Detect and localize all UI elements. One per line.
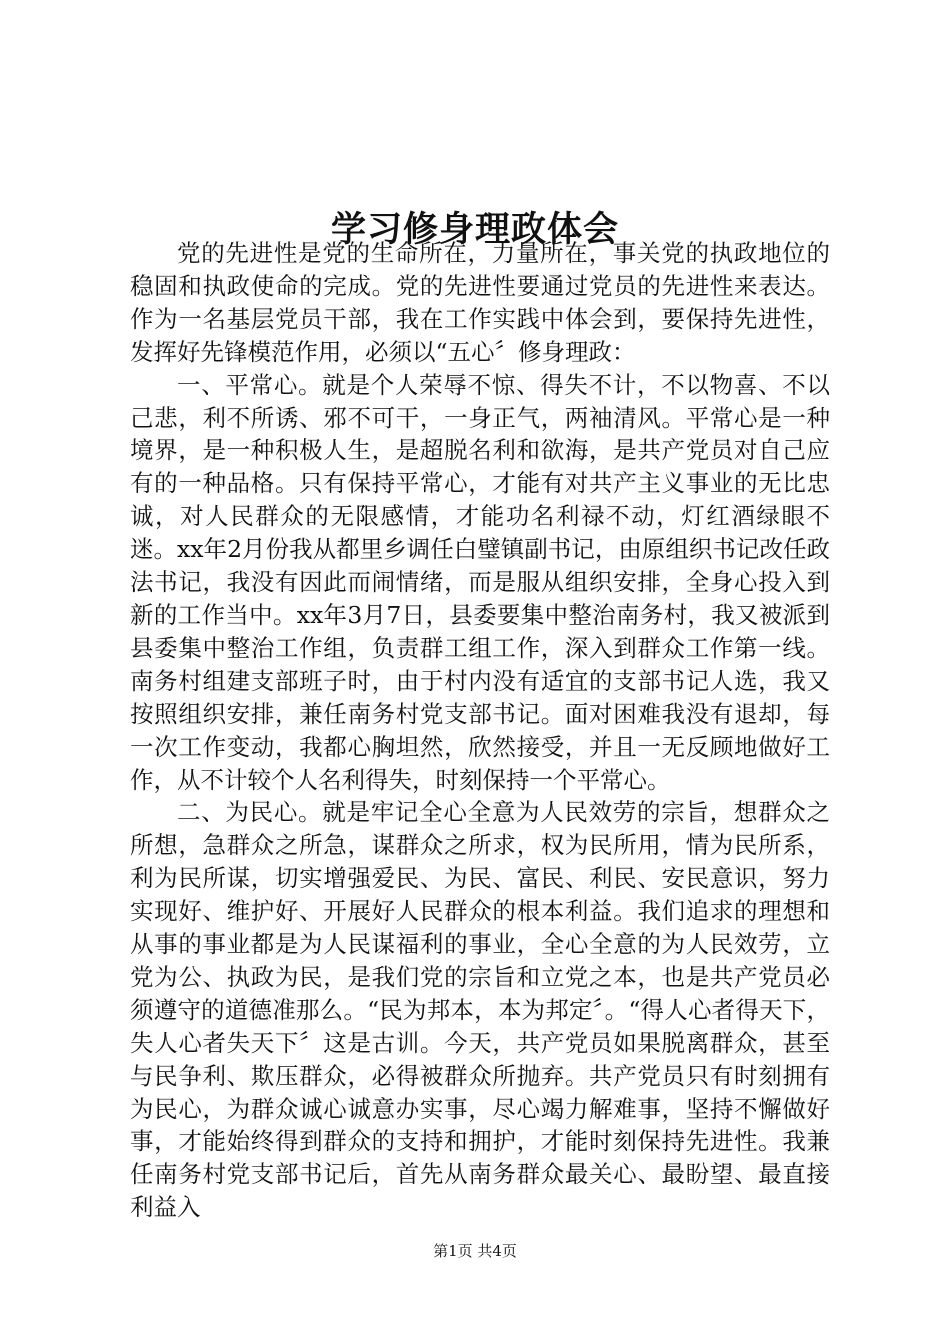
- document-body: [130, 237, 830, 1224]
- page-number-footer: 第1页 共4页: [433, 1242, 517, 1260]
- paragraph-intro: 党的先进性是党的生命所在，力量所在，事关党的执政地位的稳固和执政使命的完成。党的先进性要通过党员的先进性来表达。作为一名基层党员干部，我在工作实践中体会到，要保持先进性，发挥好先锋模范作用，必须以“五心〞修身理政：: [130, 239, 830, 366]
- paragraph-section-2: 二、为民心。就是牢记全心全意为人民效劳的宗旨，想群众之所想，急群众之所急，谋群众之所求，权为民所用，情为民所系，利为民所谋，切实增强爱民、为民、富民、利民、安民意识，努力实现好、维护好、开展好人民群众的根本利益。我们追求的理想和从事的事业都是为人民谋福利的事业，全心全意的为人民效劳，立党为公、执政为民，是我们党的宗旨和立党之本，也是共产党员必须遵守的道德准那么。“民为邦本，本为邦定〞。“得人心者得天下，失人心者失天下〞这是古训。今天，共产党员如果脱离群众，甚至与民争利、欺压群众，必得被群众所抛弃。共产党员只有时刻拥有为民心，为群众诚心诚意办实事，尽心竭力解难事，坚持不懈做好事，才能始终得到群众的支持和拥护，才能时刻保持先进性。我兼任南务村党支部书记后，首先从南务群众最关心、最盼望、最直接利益入: [130, 798, 830, 1222]
- paragraph-section-1: 一、平常心。就是个人荣辱不惊、得失不计，不以物喜、不以己悲，利不所诱、邪不可干，一身正气，两袖清风。平常心是一种境界，是一种积极人生，是超脱名利和欲海，是共产党员对自己应有的一种品格。只有保持平常心，才能有对共产主义事业的无比忠诚，对人民群众的无限感情，才能功名利禄不动，灯红酒绿眼不迷。xx年2月份我从都里乡调任白璧镇副书记，由原组织书记改任政法书记，我没有因此而闹情绪，而是服从组织安排，全身心投入到新的工作当中。xx年3月7日，县委要集中整治南务村，我又被派到县委集中整治工作组，负责群工组工作，深入到群众工作第一线。南务村组建支部班子时，由于村内没有适宜的支部书记人选，我又按照组织安排，兼任南务村党支部书记。面对困难我没有退却，每一次工作变动，我都心胸坦然，欣然接受，并且一无反顾地做好工作，从不计较个人名利得失，时刻保持一个平常心。: [130, 370, 830, 794]
- document-title: 学习修身理政体会: [330, 209, 619, 251]
